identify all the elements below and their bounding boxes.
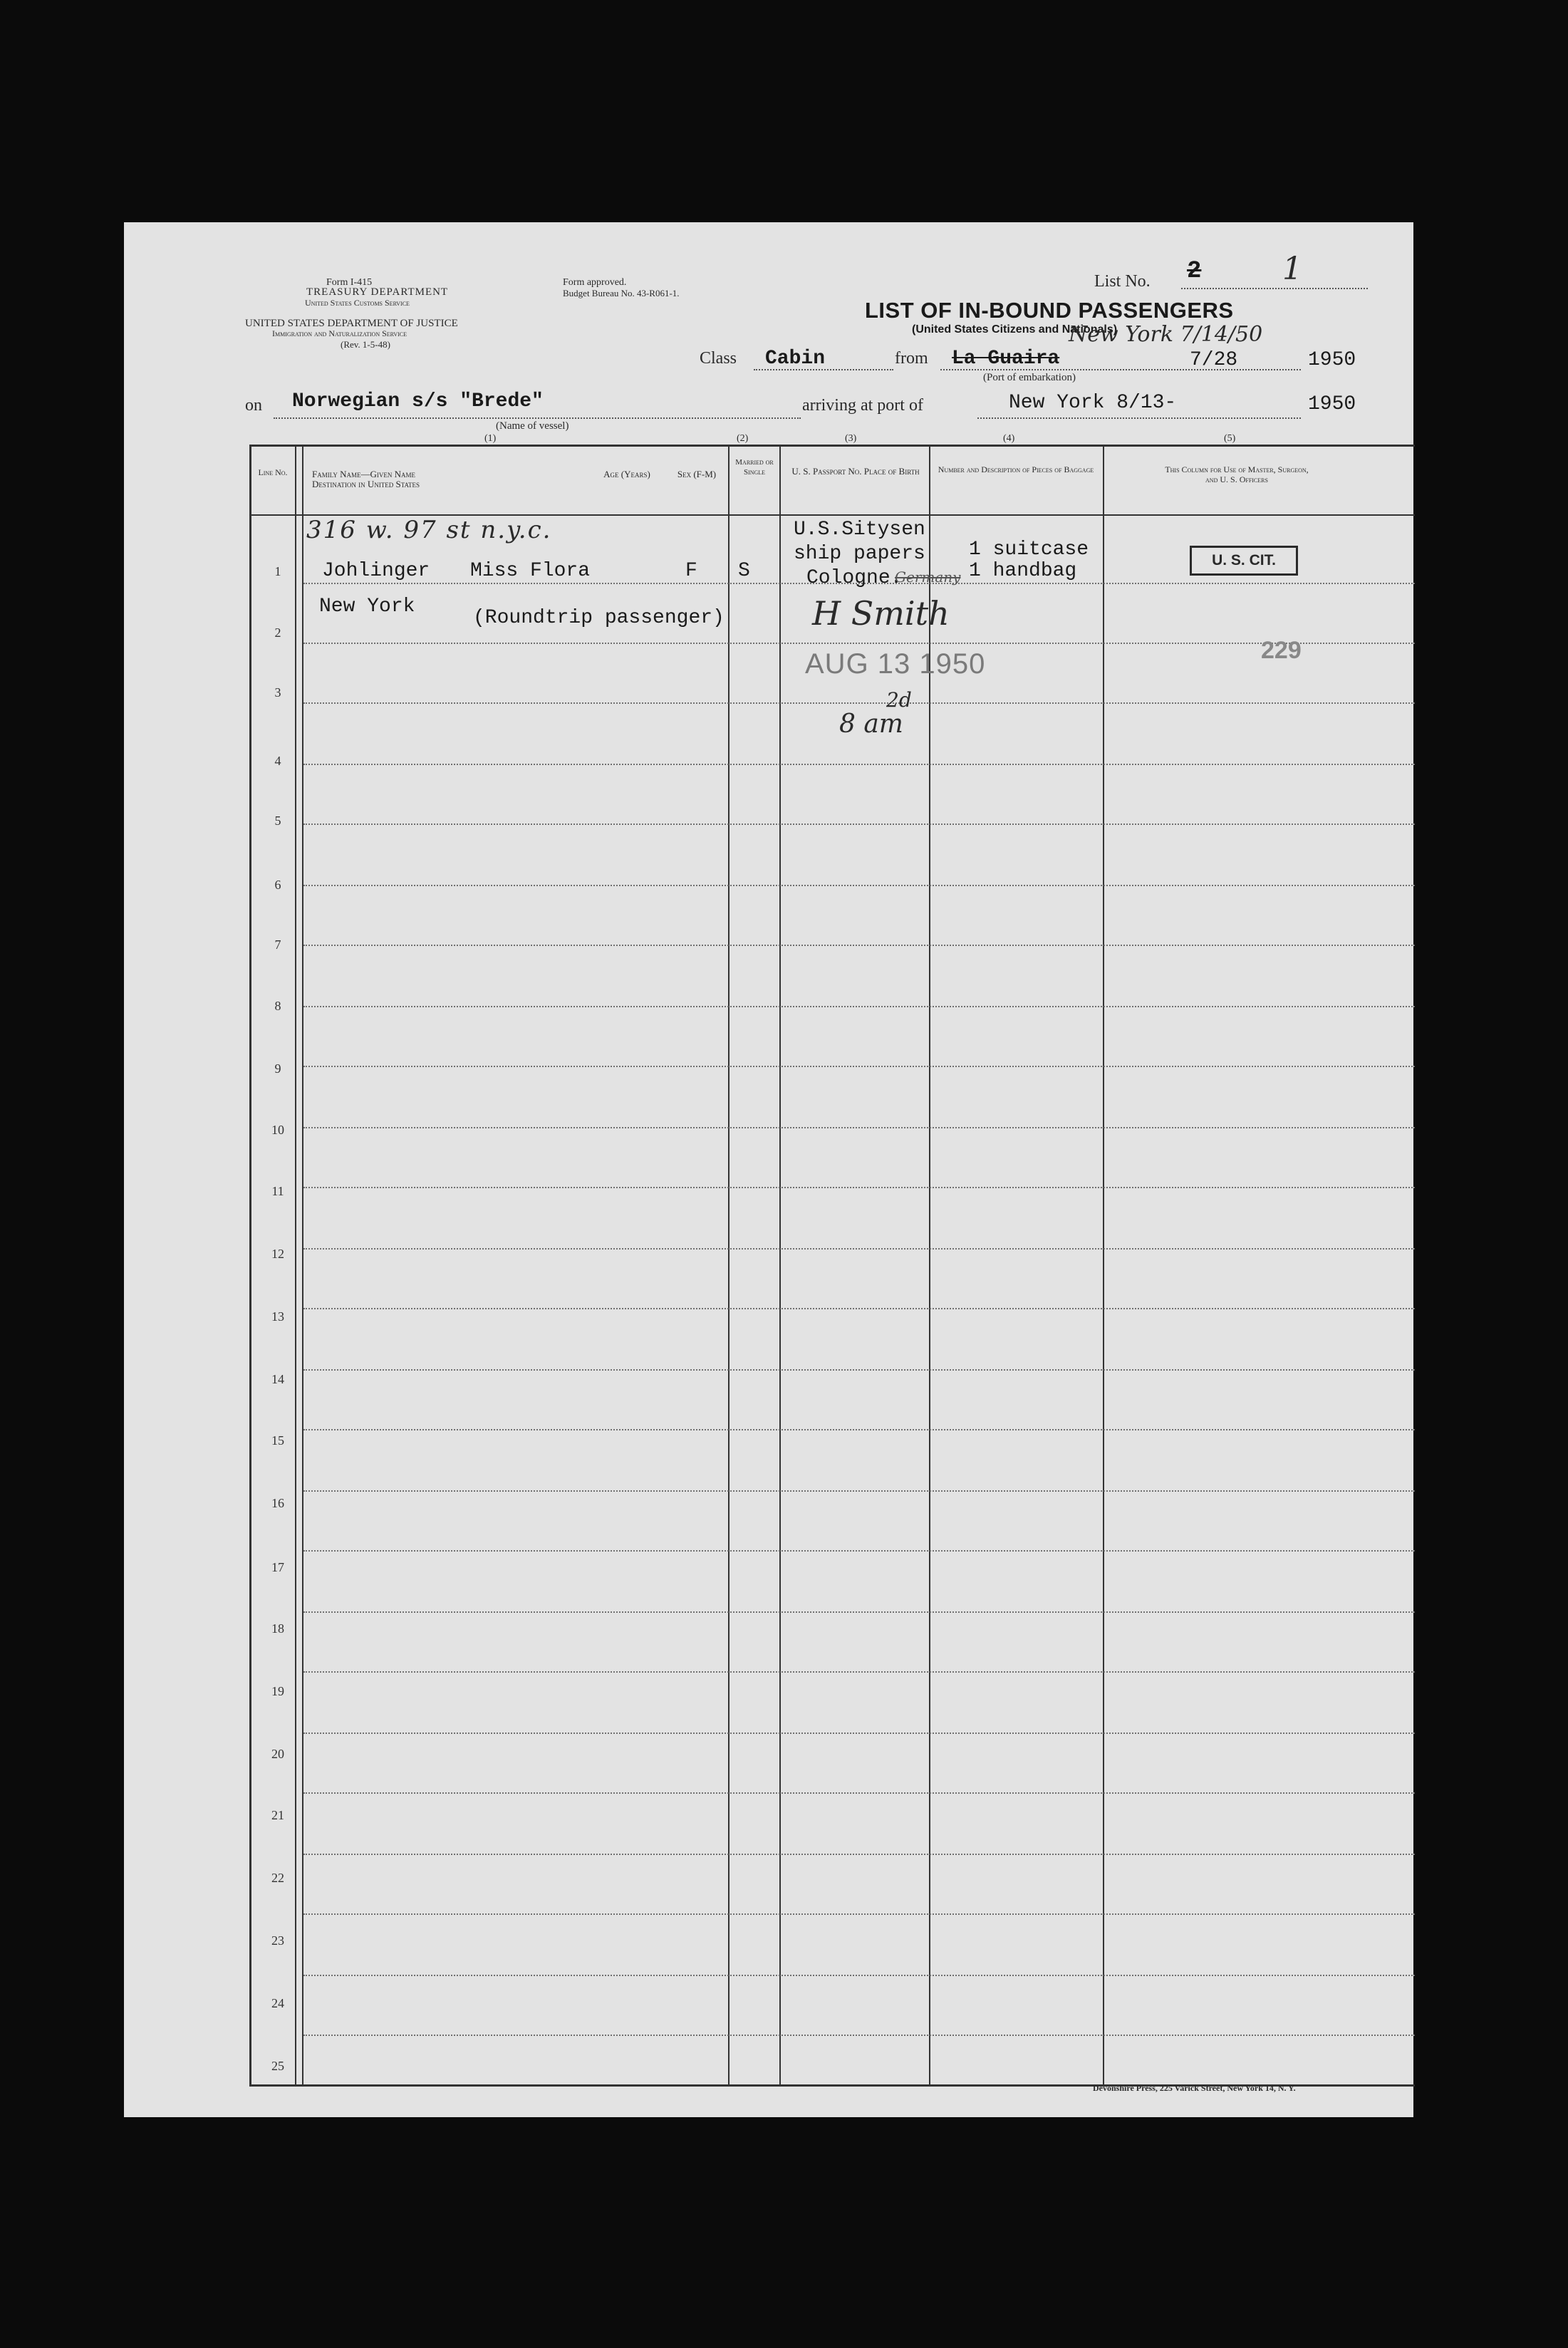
line-number: 13	[271, 1309, 284, 1324]
row-line	[303, 1854, 1415, 1855]
line-number: 18	[271, 1621, 284, 1636]
table-top-border	[249, 445, 1415, 447]
passenger-destination: New York	[319, 596, 415, 618]
row-line	[303, 1611, 1415, 1613]
line-number: 17	[271, 1560, 284, 1574]
immigration-service: Immigration and Naturalization Service	[272, 328, 407, 338]
header-sex: Sex (F-M)	[677, 469, 717, 479]
list-number-handwritten: 1	[1282, 251, 1302, 287]
from-date: 7/28	[1190, 349, 1238, 371]
line-number: 8	[274, 999, 281, 1013]
vessel-caption: (Name of vessel)	[496, 420, 569, 432]
list-number-label: List No.	[1094, 272, 1151, 291]
customs-service: United States Customs Service	[305, 298, 410, 308]
port-caption: (Port of embarkation)	[983, 372, 1076, 383]
roundtrip-note: (Roundtrip passenger)	[473, 607, 725, 629]
baggage-column-divider	[1103, 445, 1104, 2086]
row-line	[303, 824, 1415, 825]
line-number: 2	[274, 625, 281, 640]
header-family-name: Family Name—Given Name	[312, 469, 415, 479]
form-approved: Form approved.	[563, 277, 627, 288]
header-baggage: Number and Description of Pieces of Baggage	[938, 464, 1094, 474]
budget-bureau: Budget Bureau No. 43-R061-1.	[563, 288, 680, 298]
year-1: 1950	[1308, 349, 1356, 371]
line-number: 25	[271, 2059, 284, 2073]
line-number: 15	[271, 1433, 284, 1448]
line-number: 6	[274, 878, 281, 892]
header-line-no: Line No.	[258, 467, 288, 477]
row-line	[303, 1248, 1415, 1250]
passport-papers: ship papers	[794, 543, 925, 565]
line-number: 10	[271, 1123, 284, 1137]
name-column-divider	[302, 445, 303, 2086]
row-line	[303, 1429, 1415, 1430]
row-line	[303, 1671, 1415, 1673]
vessel-name: Norwegian s/s "Brede"	[292, 390, 544, 412]
line-number: 7	[274, 937, 281, 952]
passenger-family-name: Johlinger	[322, 560, 430, 582]
row-line	[303, 1792, 1415, 1794]
birthplace: Cologne.	[806, 567, 903, 589]
row-line	[303, 1490, 1415, 1492]
header-passport: U. S. Passport No. Place of Birth	[791, 466, 920, 477]
from-port-struck: La Guaira	[952, 348, 1060, 370]
class-value: Cabin	[765, 348, 826, 370]
line-number: 4	[274, 754, 281, 768]
line-number: 11	[271, 1184, 284, 1198]
birthplace-struck: Germany	[895, 568, 961, 586]
baggage-suitcase: 1 suitcase	[969, 539, 1089, 561]
row-line	[303, 1308, 1415, 1309]
line-number: 3	[274, 685, 281, 700]
arrival-port: New York 8/13-	[1009, 392, 1177, 414]
year-2: 1950	[1308, 393, 1356, 415]
row-line	[303, 764, 1415, 765]
form-number: Form I-415	[326, 277, 373, 288]
row-line	[303, 1066, 1415, 1067]
officer-number-stamp: 229	[1261, 637, 1302, 664]
row-line	[303, 2035, 1415, 2036]
line-number: 21	[271, 1808, 284, 1822]
row-line	[303, 1975, 1415, 1976]
row-line	[303, 1006, 1415, 1007]
from-port-handwritten: New York 7/14/50	[1069, 322, 1263, 347]
line-number: 22	[271, 1871, 284, 1885]
line-number-divider	[295, 445, 296, 2086]
row-line	[303, 1913, 1415, 1915]
printer-imprint: Devonshire Press, 225 Varick Street, New York 14, N. Y.	[1093, 2083, 1296, 2093]
column-mark-3: (3)	[845, 433, 857, 444]
row-line	[303, 1187, 1415, 1188]
manifest-sheet	[124, 222, 1413, 2117]
header-destination: Destination in United States	[312, 479, 420, 489]
row-line	[303, 1369, 1415, 1371]
column-mark-5: (5)	[1224, 433, 1236, 444]
line-number: 20	[271, 1747, 284, 1761]
passport-citizenship: U.S.Sitysen	[794, 519, 925, 541]
row-line	[303, 1127, 1415, 1128]
column-mark-2: (2)	[737, 433, 749, 444]
header-married: Married or Single	[735, 458, 774, 477]
handwritten-note-8am: 8 am	[839, 710, 903, 739]
treasury-department: TREASURY DEPARTMENT	[306, 286, 449, 298]
form-subtitle: (United States Citizens and Nationals)	[912, 323, 1118, 336]
list-number-field	[1181, 271, 1368, 289]
row-line	[303, 1733, 1415, 1734]
on-label: on	[245, 396, 262, 415]
form-revision: (Rev. 1-5-48)	[341, 339, 390, 350]
line-number: 19	[271, 1684, 284, 1698]
row-line	[303, 945, 1415, 946]
line-number: 9	[274, 1061, 281, 1076]
row-line	[303, 1550, 1415, 1552]
handwritten-address: 316 w. 97 st n.y.c.	[306, 516, 552, 544]
header-officers: This Column for Use of Master, Surgeon, and U. S. Officers	[1165, 464, 1309, 484]
justice-department: UNITED STATES DEPARTMENT OF JUSTICE	[245, 318, 458, 329]
line-number: 5	[274, 814, 281, 828]
handwritten-note-2d: 2d	[886, 688, 912, 712]
married-column-divider-left	[728, 445, 730, 2086]
from-label: from	[895, 349, 928, 368]
line-number: 1	[274, 564, 281, 578]
column-mark-1: (1)	[484, 433, 497, 444]
line-number: 24	[271, 1996, 284, 2010]
passenger-given-name: Miss Flora	[470, 560, 591, 582]
line-number: 12	[271, 1247, 284, 1261]
line-number: 14	[271, 1372, 284, 1386]
arriving-label: arriving at port of	[802, 396, 923, 415]
row-line	[303, 885, 1415, 886]
row-line	[303, 643, 1415, 644]
column-mark-4: (4)	[1003, 433, 1015, 444]
form-title: LIST OF IN-BOUND PASSENGERS	[865, 298, 1234, 323]
married-column-divider-right	[779, 445, 781, 2086]
arrival-date-stamp: AUG 13 1950	[805, 648, 986, 680]
class-label: Class	[700, 349, 737, 368]
us-citizen-stamp: U. S. CIT.	[1190, 546, 1298, 576]
inspector-signature: H Smith	[812, 594, 950, 633]
table-left-border	[249, 445, 251, 2086]
row-line	[303, 702, 1415, 704]
list-number-struck: 2	[1187, 258, 1202, 285]
baggage-handbag: 1 handbag	[969, 560, 1077, 582]
passenger-sex: F	[685, 560, 697, 582]
line-number: 23	[271, 1933, 284, 1948]
line-number: 16	[271, 1496, 284, 1510]
passenger-marital-status: S	[738, 560, 750, 582]
passport-column-divider	[929, 445, 930, 2086]
header-age: Age (Years)	[603, 469, 650, 479]
